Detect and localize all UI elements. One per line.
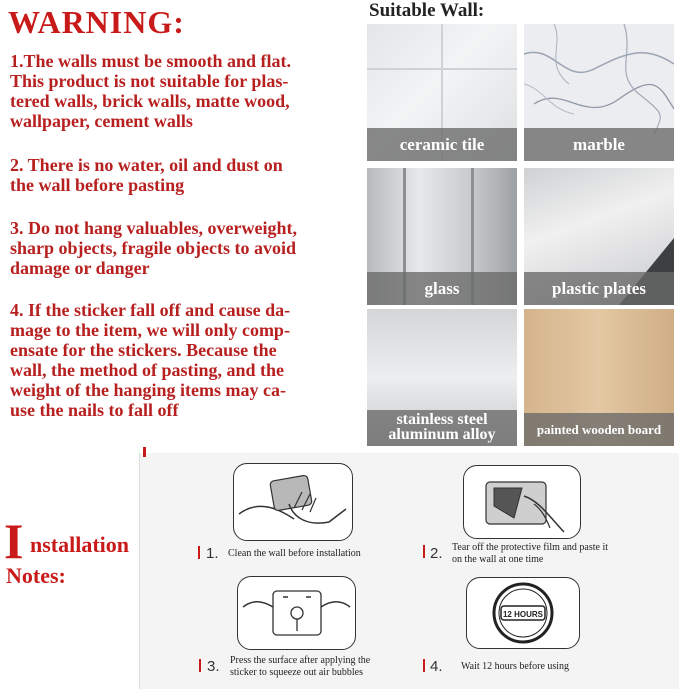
press-sticker-illustration — [237, 576, 356, 650]
wall-tile-steel — [367, 309, 517, 446]
warning-item-4 — [10, 300, 355, 420]
peel-sticker-icon — [464, 466, 580, 538]
step-number: 4. — [430, 658, 443, 675]
clean-wall-illustration — [233, 463, 353, 541]
step-line: Wait 12 hours before using — [461, 661, 570, 672]
warning-line: sharp objects, fragile objects to avoid — [10, 238, 296, 258]
wait-12-hours-illustration — [466, 577, 580, 649]
warning-line: damage or danger — [10, 258, 150, 278]
step-line: on the wall at one time — [452, 554, 544, 565]
wall-label: marble — [524, 128, 674, 161]
clock-label: 12 HOURS — [502, 610, 544, 619]
wall-tile-ceramic — [367, 24, 517, 161]
warning-line: the wall before pasting — [10, 175, 185, 195]
step-text — [228, 548, 443, 560]
warning-line: 2. There is no water, oil and dust on — [10, 155, 283, 175]
cloth-hand-icon — [234, 464, 352, 540]
step-number: 2. — [430, 545, 443, 562]
warning-line: use the nails to fall off — [10, 400, 179, 420]
wall-label: painted wooden board — [524, 413, 674, 446]
warning-line: wall, the method of pasting, and the — [10, 360, 285, 380]
warning-item-2 — [10, 155, 355, 195]
installation-subtitle: Notes: — [6, 563, 66, 588]
warning-title: WARNING: — [8, 4, 185, 40]
warning-line: 3. Do not hang valuables, overweight, — [10, 218, 298, 238]
step-marker — [199, 659, 201, 672]
wall-tile-glass — [367, 168, 517, 305]
step-text — [230, 655, 445, 679]
step-text — [461, 661, 676, 673]
warning-line: tered walls, brick walls, matte wood, — [10, 91, 290, 111]
warning-line: mage to the item, we will only comp- — [10, 320, 290, 340]
warning-line: wallpaper, cement walls — [10, 111, 193, 131]
peel-film-illustration — [463, 465, 581, 539]
warning-line: 4. If the sticker fall off and cause da- — [10, 300, 291, 320]
clock-icon — [467, 578, 579, 648]
warning-line: 1.The walls must be smooth and flat. — [10, 51, 292, 71]
wall-tile-wood — [524, 309, 674, 446]
installation-title: nstallation — [30, 532, 130, 557]
step-marker — [198, 546, 200, 559]
step-line: Clean the wall before installation — [228, 548, 361, 559]
step-line: Press the surface after applying the — [230, 655, 371, 666]
step-number: 1. — [206, 545, 219, 562]
warning-line: weight of the hanging items may ca- — [10, 380, 286, 400]
step-line: sticker to squeeze out air bubbles — [230, 667, 364, 678]
warning-line: This product is not suitable for plas- — [10, 71, 289, 91]
step-line: Tear off the protective film and paste it — [452, 542, 609, 553]
installation-panel — [139, 453, 679, 689]
wall-label: glass — [367, 272, 517, 305]
press-hands-icon — [238, 577, 355, 649]
wall-tile-marble — [524, 24, 674, 161]
warning-item-1 — [10, 51, 355, 131]
wall-label-line: aluminum alloy — [388, 426, 496, 443]
wall-label — [367, 410, 517, 446]
warning-item-3 — [10, 218, 355, 278]
warning-line: ensate for the stickers. Because the — [10, 340, 277, 360]
step-number: 3. — [207, 658, 220, 675]
panel-marker — [143, 447, 146, 457]
wall-label: ceramic tile — [367, 128, 517, 161]
step-text — [452, 542, 667, 566]
wall-label-line: stainless steel — [396, 411, 488, 428]
step-marker — [423, 545, 425, 558]
installation-title-initial: I — [4, 513, 24, 569]
wall-label: plastic plates — [524, 272, 674, 305]
step-marker — [423, 659, 425, 672]
suitable-wall-title: Suitable Wall: — [369, 0, 485, 21]
wall-tile-plastic — [524, 168, 674, 305]
